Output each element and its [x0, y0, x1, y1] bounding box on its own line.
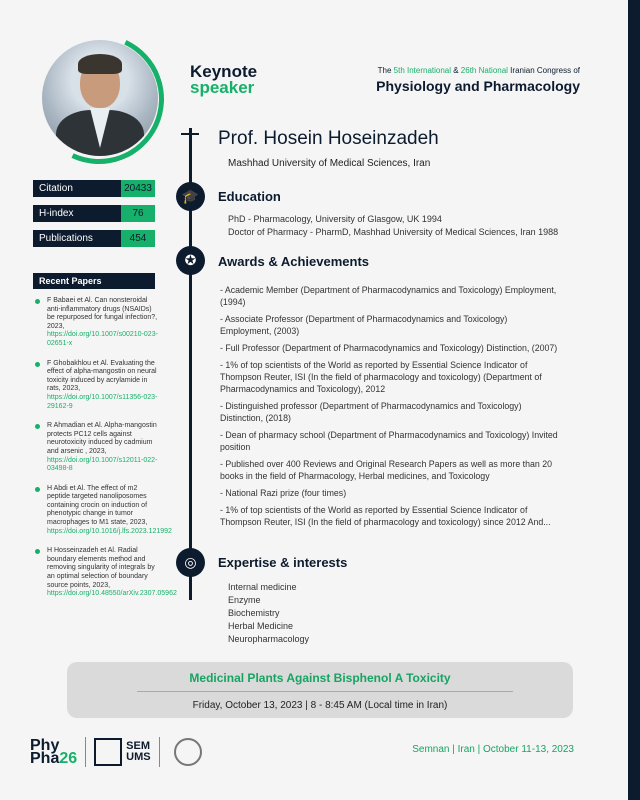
paper-text: F Babaei et Al. Can nonsteroidal anti-inflammatory drugs (NSAIDs) be repurposed for fungal infection?, 2023,	[47, 297, 158, 330]
stat-publications	[33, 230, 155, 247]
divider	[137, 691, 513, 692]
list-item: - Associate Professor (Department of Pharmacodynamics and Toxicology) Employment, (2003)	[220, 314, 508, 336]
stat-label: H-index	[33, 205, 121, 222]
right-edge-bar	[628, 0, 640, 800]
award-medal-icon: ✪	[176, 246, 205, 275]
bullet-icon	[35, 424, 40, 429]
keynote-word: Keynote	[190, 62, 258, 81]
recent-papers-list	[33, 297, 177, 610]
paper-link[interactable]: https://doi.org/10.48550/arXiv.2307.05962	[47, 590, 177, 598]
congress-logo: Phy Pha26	[30, 737, 78, 767]
paper-text: H Abdi et Al. The effect of m2 peptide targeted nanoliposomes containing crocin on induction of phenotypic change in tumor macrophages to M1 state, 2023,	[47, 484, 148, 527]
list-item: - 1% of top scientists of the World as reported by Essential Science Indicator of Thompson Reuter, ISI (In the field of pharmacology and toxicology) since 2012 And...	[220, 505, 551, 527]
list-item: - Full Professor (Department of Pharmacodynamics and Toxicology) Distinction, (2007)	[220, 343, 558, 353]
paper-link[interactable]: https://doi.org/10.1007/s00210-023-02651-x	[47, 331, 158, 347]
timeline-tick	[181, 133, 199, 135]
bullet-icon	[35, 487, 40, 492]
list-item: - Published over 400 Reviews and Original Research Papers as well as more than 20 books in the field of Pharmacology, Herbal medicines, and Toxicology	[220, 459, 553, 481]
list-item: Internal medicine	[228, 582, 297, 592]
footer-logos	[30, 735, 202, 769]
education-line: Doctor of Pharmacy - PharmD, Mashhad University of Medical Sciences, Iran 1988	[228, 227, 559, 237]
list-item: Enzyme	[228, 595, 261, 605]
talk-banner	[67, 662, 573, 718]
list-item	[33, 547, 177, 599]
paper-link[interactable]: https://doi.org/10.1007/s12011-022-03498-8	[47, 456, 158, 473]
education-body	[228, 213, 558, 239]
stat-value: 76	[121, 205, 155, 222]
list-item	[33, 297, 161, 349]
bullet-icon	[35, 299, 40, 304]
bullet-icon	[35, 362, 40, 367]
bullet-icon	[35, 549, 40, 554]
university-emblem-icon	[94, 738, 122, 766]
speaker-affiliation: Mashhad University of Medical Sciences, Iran	[228, 158, 431, 169]
education-title: Education	[218, 189, 281, 204]
list-item	[33, 484, 172, 537]
stat-h-index	[33, 205, 155, 222]
graduation-cap-icon: 🎓	[176, 182, 205, 211]
semums-logo: SEM UMS	[94, 738, 150, 766]
list-item	[33, 422, 161, 474]
talk-datetime: Friday, October 13, 2023 | 8 - 8:45 AM (Local time in Iran)	[192, 700, 448, 711]
paper-text: H Hosseinzadeh et Al. Radial boundary elements method and removing singularity of integrals by an optimal selection of boundary source points, 2023,	[47, 547, 155, 589]
congress-subtitle: The 5th International & 26th National Iranian Congress of	[377, 66, 580, 75]
list-item: - Dean of pharmacy school (Department of Pharmacodynamics and Toxicology) Invited position	[220, 430, 558, 452]
recent-papers-title: Recent Papers	[33, 273, 155, 289]
speaker-name: Prof. Hosein Hoseinzadeh	[218, 128, 439, 149]
speaker-word: speaker	[190, 78, 255, 97]
education-line: PhD - Pharmacology, University of Glasgow, UK 1994	[228, 214, 442, 224]
speaker-photo	[34, 34, 164, 164]
list-item: - Distinguished professor (Department of Pharmacodynamics and Toxicology) Distinction, (2018)	[220, 401, 522, 423]
paper-text: R Ahmadian et Al. Alpha-mangostin protects PC12 cells against neurotoxicity induced by cadmium and arsenic , 2023,	[47, 422, 157, 455]
avatar	[42, 40, 158, 156]
paper-link[interactable]: https://doi.org/10.1007/s11356-023-29162-9	[47, 393, 158, 410]
list-item: - Academic Member (Department of Pharmacodynamics and Toxicology) Employment, (1994)	[220, 285, 557, 307]
list-item: Herbal Medicine	[228, 621, 294, 631]
awards-list	[220, 284, 560, 533]
stat-label: Citation	[33, 180, 121, 197]
stat-value: 20433	[121, 180, 155, 197]
talk-title: Medicinal Plants Against Bisphenol A Toxicity	[189, 671, 451, 685]
target-icon: ◎	[176, 548, 205, 577]
stat-citation	[33, 180, 155, 197]
list-item: - 1% of top scientists of the World as reported by Essential Science Indicator of Thompson Reuter, ISI (In the field of pharmacology and toxicology) (Department of Pharmacodynamics and Toxicology), 2012	[220, 360, 542, 394]
stats-panel	[33, 180, 155, 255]
list-item: Biochemistry	[228, 608, 280, 618]
society-seal-icon	[174, 738, 202, 766]
stat-value: 454	[121, 230, 155, 247]
list-item: Neuropharmacology	[228, 634, 310, 644]
keynote-label	[190, 64, 257, 96]
stat-label: Publications	[33, 230, 121, 247]
divider	[85, 737, 86, 767]
expertise-title: Expertise & interests	[218, 555, 348, 570]
location-dates: Semnan | Iran | October 11-13, 2023	[412, 744, 574, 755]
awards-title: Awards & Achievements	[218, 254, 370, 269]
paper-link[interactable]: https://doi.org/10.1016/j.lfs.2023.121992	[47, 527, 172, 535]
congress-header	[376, 66, 580, 94]
expertise-list	[228, 581, 309, 646]
paper-text: F Ghobakhlou et Al. Evaluating the effect of alpha-mangostin on neural toxicity induced by acrylamide in rats, 2023,	[47, 359, 157, 393]
list-item: - National Razi prize (four times)	[220, 488, 347, 498]
congress-title: Physiology and Pharmacology	[376, 78, 580, 94]
divider	[159, 737, 160, 767]
list-item	[33, 360, 161, 412]
